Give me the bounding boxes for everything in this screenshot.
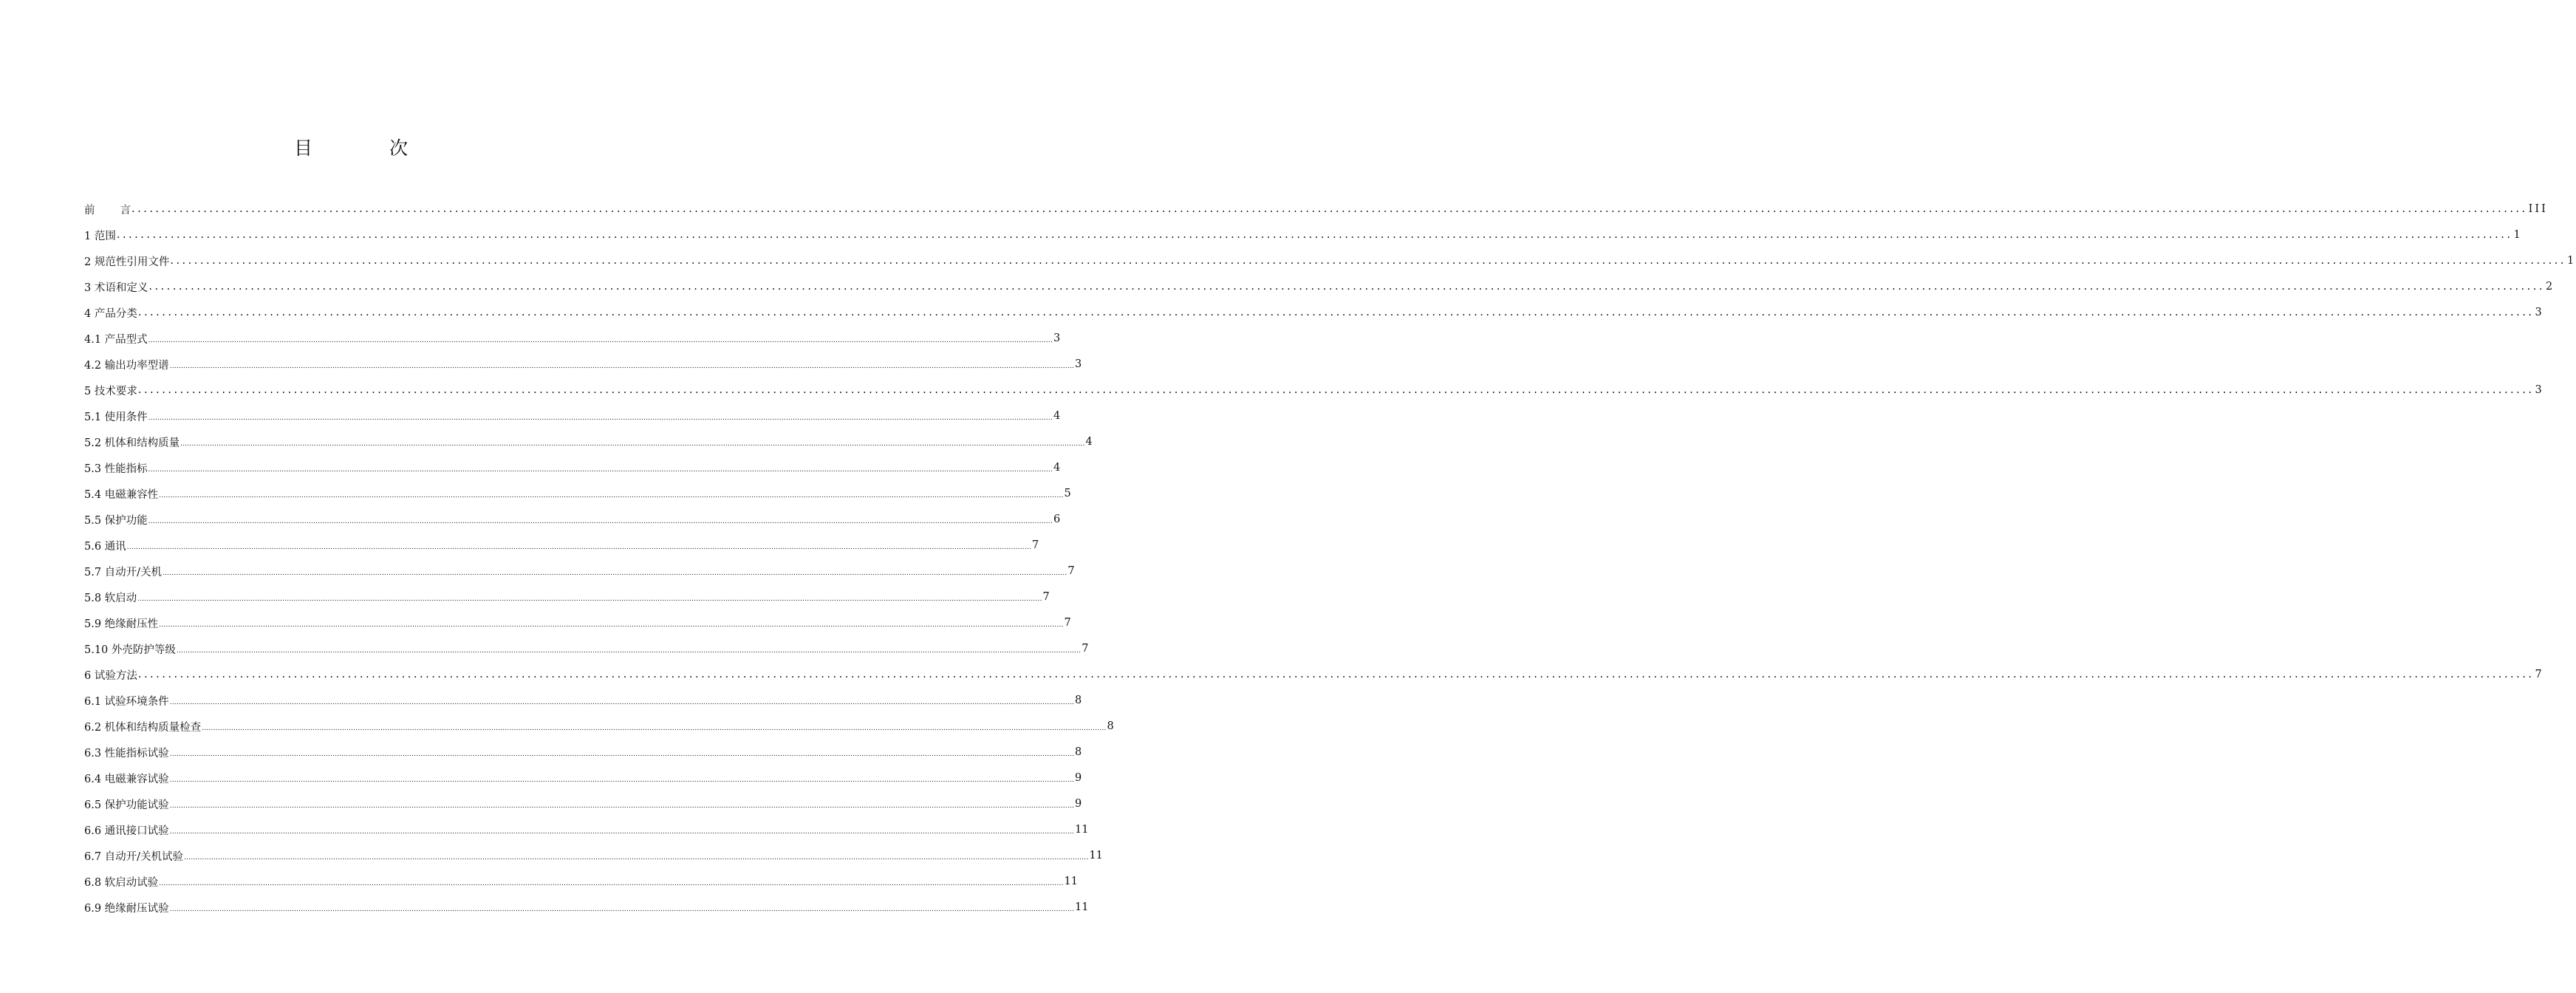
toc-entry[interactable] (84, 662, 2544, 687)
toc-entry-page-number: 9 (1075, 772, 1082, 784)
toc-entry-label: 4.1 产品型式 (84, 333, 148, 346)
toc-entry-label: 5.5 保护功能 (84, 514, 148, 527)
toc-entry[interactable] (84, 197, 2548, 222)
toc-entry[interactable] (84, 429, 1093, 454)
toc-entry-page-number: 1 (2513, 229, 2523, 241)
toc-entry-label: 6.1 试验环境条件 (84, 695, 169, 708)
toc-entry[interactable] (84, 791, 1082, 816)
toc-entry-page-number: 5 (1064, 488, 1071, 499)
toc-leader-dots: ................................................................................................................................................................................................................................................................................................................................................................................................................ (131, 203, 2528, 215)
toc-entry-label: 4.2 输出功率型谱 (84, 359, 169, 372)
toc-entry[interactable] (84, 274, 2555, 299)
toc-entry-label: 5.4 电磁兼容性 (84, 488, 159, 501)
toc-entry-label: 6.8 软启动试验 (84, 876, 159, 889)
toc-entry[interactable] (84, 455, 1061, 480)
toc-entry-page-number: 7 (1067, 565, 1075, 577)
toc-entry-label: 6.9 绝缘耐压试验 (84, 902, 169, 915)
toc-entry-label: 5.6 通讯 (84, 540, 126, 553)
toc-leader-dots: ................................................................................................................................................................................................................................................................................................................................................................................................................ (170, 255, 2566, 267)
toc-entry[interactable] (84, 300, 2544, 325)
toc-entry-label: 5.8 软启动 (84, 592, 137, 604)
toc-entry-label: 2 规范性引用文件 (84, 256, 170, 268)
toc-entry-page-number: 7 (1082, 643, 1089, 655)
toc-leader-dots: ................................................................................................................................................................................................................................................................................................................................................................................................................ (137, 384, 2535, 396)
toc-leader-dots: ................................................................................................................................................................................................................................................................................................................................................................................................................ (169, 750, 1075, 758)
toc-entry-label: 6.5 保护功能试验 (84, 799, 169, 811)
toc-entry[interactable] (84, 636, 1089, 661)
toc-entry[interactable] (84, 559, 1075, 584)
toc-entry[interactable] (84, 352, 1082, 377)
toc-entry-label: 5.3 性能指标 (84, 463, 148, 475)
toc-entry[interactable] (84, 740, 1082, 765)
toc-leader-dots: ................................................................................................................................................................................................................................................................................................................................................................................................................ (169, 802, 1075, 810)
toc-entry-page-number: 4 (1085, 436, 1093, 448)
toc-entry[interactable] (84, 584, 1050, 610)
toc-entry-label: 6.7 自动开/关机试验 (84, 850, 184, 863)
toc-entry-page-number: 11 (1089, 850, 1103, 861)
toc-entry-label: 5.10 外壳防护等级 (84, 644, 176, 656)
toc-entry-page-number: 11 (1064, 876, 1078, 887)
toc-entry[interactable] (84, 326, 1061, 351)
toc-entry[interactable] (84, 481, 1071, 506)
toc-leader-dots: ................................................................................................................................................................................................................................................................................................................................................................................................................ (159, 491, 1064, 499)
toc-entry-page-number: 11 (1075, 824, 1089, 836)
toc-entry-page-number: 11 (1075, 901, 1089, 913)
toc-entry-label: 1 范围 (84, 230, 116, 242)
toc-entry-page-number: 7 (2535, 669, 2544, 680)
toc-leader-dots: ................................................................................................................................................................................................................................................................................................................................................................................................................ (148, 281, 2545, 293)
toc-entry[interactable] (84, 533, 1039, 558)
toc-entry-label: 6.6 通讯接口试验 (84, 825, 169, 837)
toc-entry-label: 6.2 机体和结构质量检查 (84, 721, 202, 734)
toc-leader-dots: ................................................................................................................................................................................................................................................................................................................................................................................................................ (148, 336, 1053, 344)
toc-entry-label: 6.4 电磁兼容试验 (84, 773, 169, 785)
toc-leader-dots: ................................................................................................................................................................................................................................................................................................................................................................................................................ (159, 621, 1064, 629)
toc-entry[interactable] (84, 688, 1082, 713)
toc-entry-label: 6 试验方法 (84, 669, 137, 682)
toc-leader-dots: ................................................................................................................................................................................................................................................................................................................................................................................................................ (137, 669, 2535, 680)
toc-entry[interactable] (84, 895, 1089, 920)
toc-entry-page-number: 3 (1075, 358, 1082, 370)
toc-entry[interactable] (84, 378, 2544, 403)
toc-entry[interactable] (84, 248, 2576, 273)
toc-leader-dots: ................................................................................................................................................................................................................................................................................................................................................................................................................ (148, 414, 1053, 422)
toc-leader-dots: ................................................................................................................................................................................................................................................................................................................................................................................................................ (202, 724, 1107, 732)
toc-entry-page-number: 7 (1032, 539, 1039, 551)
toc-entry-page-number: 9 (1075, 798, 1082, 810)
toc-leader-dots: ................................................................................................................................................................................................................................................................................................................................................................................................................ (169, 905, 1075, 913)
toc-leader-dots: ................................................................................................................................................................................................................................................................................................................................................................................................................ (126, 543, 1032, 551)
toc-entry-page-number: 2 (2546, 281, 2555, 293)
toc-entry[interactable] (84, 765, 1082, 791)
toc-entry[interactable] (84, 869, 1078, 894)
toc-entry-label: 4 产品分类 (84, 307, 137, 320)
toc-leader-dots: ................................................................................................................................................................................................................................................................................................................................................................................................................ (159, 879, 1064, 887)
page-title: 目 次 (294, 137, 443, 159)
toc-entry-page-number: 3 (1053, 332, 1061, 344)
toc-leader-dots: ................................................................................................................................................................................................................................................................................................................................................................................................................ (169, 698, 1075, 706)
toc-entry-page-number: 8 (1075, 746, 1082, 758)
toc-leader-dots: ................................................................................................................................................................................................................................................................................................................................................................................................................ (148, 465, 1053, 474)
toc-leader-dots: ................................................................................................................................................................................................................................................................................................................................................................................................................ (169, 776, 1075, 784)
toc-entry[interactable] (84, 403, 1061, 429)
toc-entry-page-number: 3 (2535, 307, 2544, 318)
toc-entry-label: 5.9 绝缘耐压性 (84, 618, 159, 630)
toc-leader-dots: ................................................................................................................................................................................................................................................................................................................................................................................................................ (116, 229, 2513, 241)
toc-entry-label: 3 术语和定义 (84, 281, 148, 294)
toc-entry-page-number: 4 (1053, 462, 1061, 474)
toc-entry[interactable] (84, 817, 1089, 842)
toc-entry-label: 前言 (84, 204, 131, 216)
toc-entry-page-number: 7 (1042, 591, 1050, 603)
toc-entry[interactable] (84, 843, 1103, 868)
toc-entry[interactable] (84, 507, 1061, 532)
toc-entry-page-number: III (2528, 203, 2548, 215)
toc-entry-page-number: 6 (1053, 513, 1061, 525)
toc-leader-dots: ................................................................................................................................................................................................................................................................................................................................................................................................................ (169, 362, 1075, 370)
toc-entry-label: 5.7 自动开/关机 (84, 566, 163, 579)
toc-entry-page-number: 4 (1053, 410, 1061, 422)
toc-entry-page-number: 7 (1064, 617, 1071, 629)
toc-leader-dots: ................................................................................................................................................................................................................................................................................................................................................................................................................ (163, 569, 1067, 577)
toc-entry-label: 5 技术要求 (84, 385, 137, 397)
toc-leader-dots: ................................................................................................................................................................................................................................................................................................................................................................................................................ (176, 646, 1082, 655)
toc-entry-page-number: 1 (2567, 255, 2576, 267)
toc-entry[interactable] (84, 610, 1071, 635)
toc-leader-dots: ................................................................................................................................................................................................................................................................................................................................................................................................................ (169, 828, 1075, 836)
toc-leader-dots: ................................................................................................................................................................................................................................................................................................................................................................................................................ (137, 307, 2535, 318)
toc-leader-dots: ................................................................................................................................................................................................................................................................................................................................................................................................................ (148, 517, 1053, 525)
toc-entry-label: 5.2 机体和结构质量 (84, 437, 180, 449)
toc-entry[interactable] (84, 714, 1114, 739)
toc-entry-page-number: 3 (2535, 384, 2544, 396)
toc-entry-label: 6.3 性能指标试验 (84, 747, 169, 760)
toc-entry-page-number: 8 (1107, 720, 1114, 732)
toc-leader-dots: ................................................................................................................................................................................................................................................................................................................................................................................................................ (137, 595, 1042, 603)
toc-leader-dots: ................................................................................................................................................................................................................................................................................................................................................................................................................ (180, 440, 1085, 448)
toc-leader-dots: ................................................................................................................................................................................................................................................................................................................................................................................................................ (184, 853, 1089, 861)
toc-entry-label: 5.1 使用条件 (84, 411, 148, 423)
toc-entry[interactable] (84, 222, 2523, 248)
toc-entry-page-number: 8 (1075, 695, 1082, 706)
